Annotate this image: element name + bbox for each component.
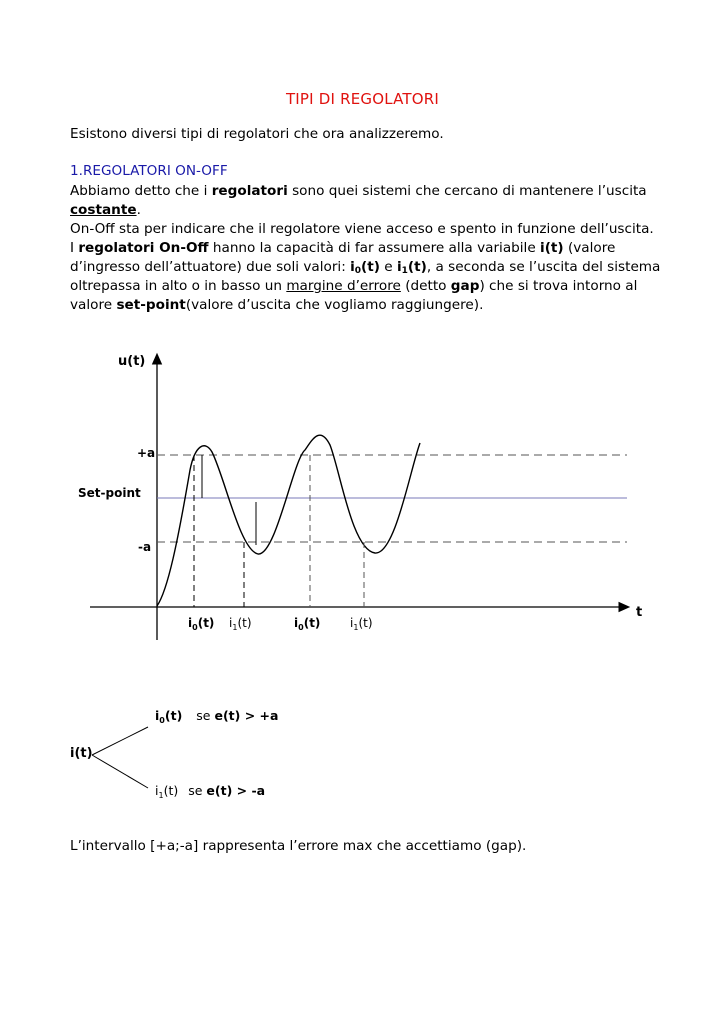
text-span: (valore d’ingresso dell’attuatore) due soli valori: <box>70 240 616 275</box>
text-span: . <box>136 202 141 218</box>
text-span: (valore d’uscita che vogliamo raggiungere). <box>185 297 484 313</box>
text-span: I <box>70 240 79 256</box>
text-span: On-Off sta per indicare che il regolatore viene acceso e spento in funzione dell’uscita. <box>70 221 654 237</box>
branch-bottom-label: $i_1(t)$ se e(t) > -a <box>155 783 266 800</box>
bold-term: regolatori On-Off <box>78 240 209 256</box>
tick-label: $i_1(t)$ <box>229 616 252 632</box>
gap-note: L’intervallo [+a;-a] rappresenta l’errore max che accettiamo (gap). <box>70 838 527 854</box>
text-span: sono quei sistemi che cercano di mantenere l’uscita <box>287 183 647 199</box>
underlined-term: margine d’errore <box>286 278 401 294</box>
minus-a-label: -a <box>138 540 152 554</box>
bold-term: i(t) <box>540 240 564 256</box>
text-span: ) che si trova intorno al valore <box>70 278 638 313</box>
bold-term: set-point <box>116 297 186 313</box>
tick-label: $i_1(t)$ <box>350 616 373 632</box>
tick-label: $i_0(t)$ <box>294 616 321 632</box>
bold-term: gap <box>450 278 480 294</box>
text-span: (t) <box>407 259 427 275</box>
branch-line-top <box>92 727 148 755</box>
underlined-term: costante <box>70 202 137 218</box>
branch-root: i(t) <box>70 746 93 761</box>
text-span: Abbiamo detto che i <box>70 183 212 199</box>
section-heading: 1.REGOLATORI ON-OFF <box>70 163 228 179</box>
text-span: i <box>396 259 402 275</box>
page-title: TIPI DI REGOLATORI <box>285 90 440 108</box>
plus-a-label: +a <box>137 446 156 460</box>
subscript: 1 <box>401 266 408 276</box>
branch-line-bottom <box>92 755 148 788</box>
text-span: (detto <box>400 278 451 294</box>
text-span: (t) <box>361 259 380 275</box>
response-curve <box>157 435 420 606</box>
text-span: hanno la capacità di far assumere alla variabile <box>208 240 541 256</box>
text-span: i <box>350 259 355 275</box>
subscript: 0 <box>354 266 362 276</box>
branch-top-label: $i_0(t)$ se e(t) > +a <box>155 708 279 725</box>
x-axis-label: t <box>636 605 643 620</box>
tick-label: $i_0(t)$ <box>188 616 215 632</box>
y-axis-label: u(t) <box>118 354 146 369</box>
text-span: , a seconda se l’uscita del sistema oltrepassa in alto o in basso un <box>70 259 661 294</box>
setpoint-label: Set-point <box>78 486 141 500</box>
bold-term: regolatori <box>211 183 288 199</box>
intro-text: Esistono diversi tipi di regolatori che ora analizzeremo. <box>70 126 444 142</box>
text-span: e <box>379 259 397 275</box>
